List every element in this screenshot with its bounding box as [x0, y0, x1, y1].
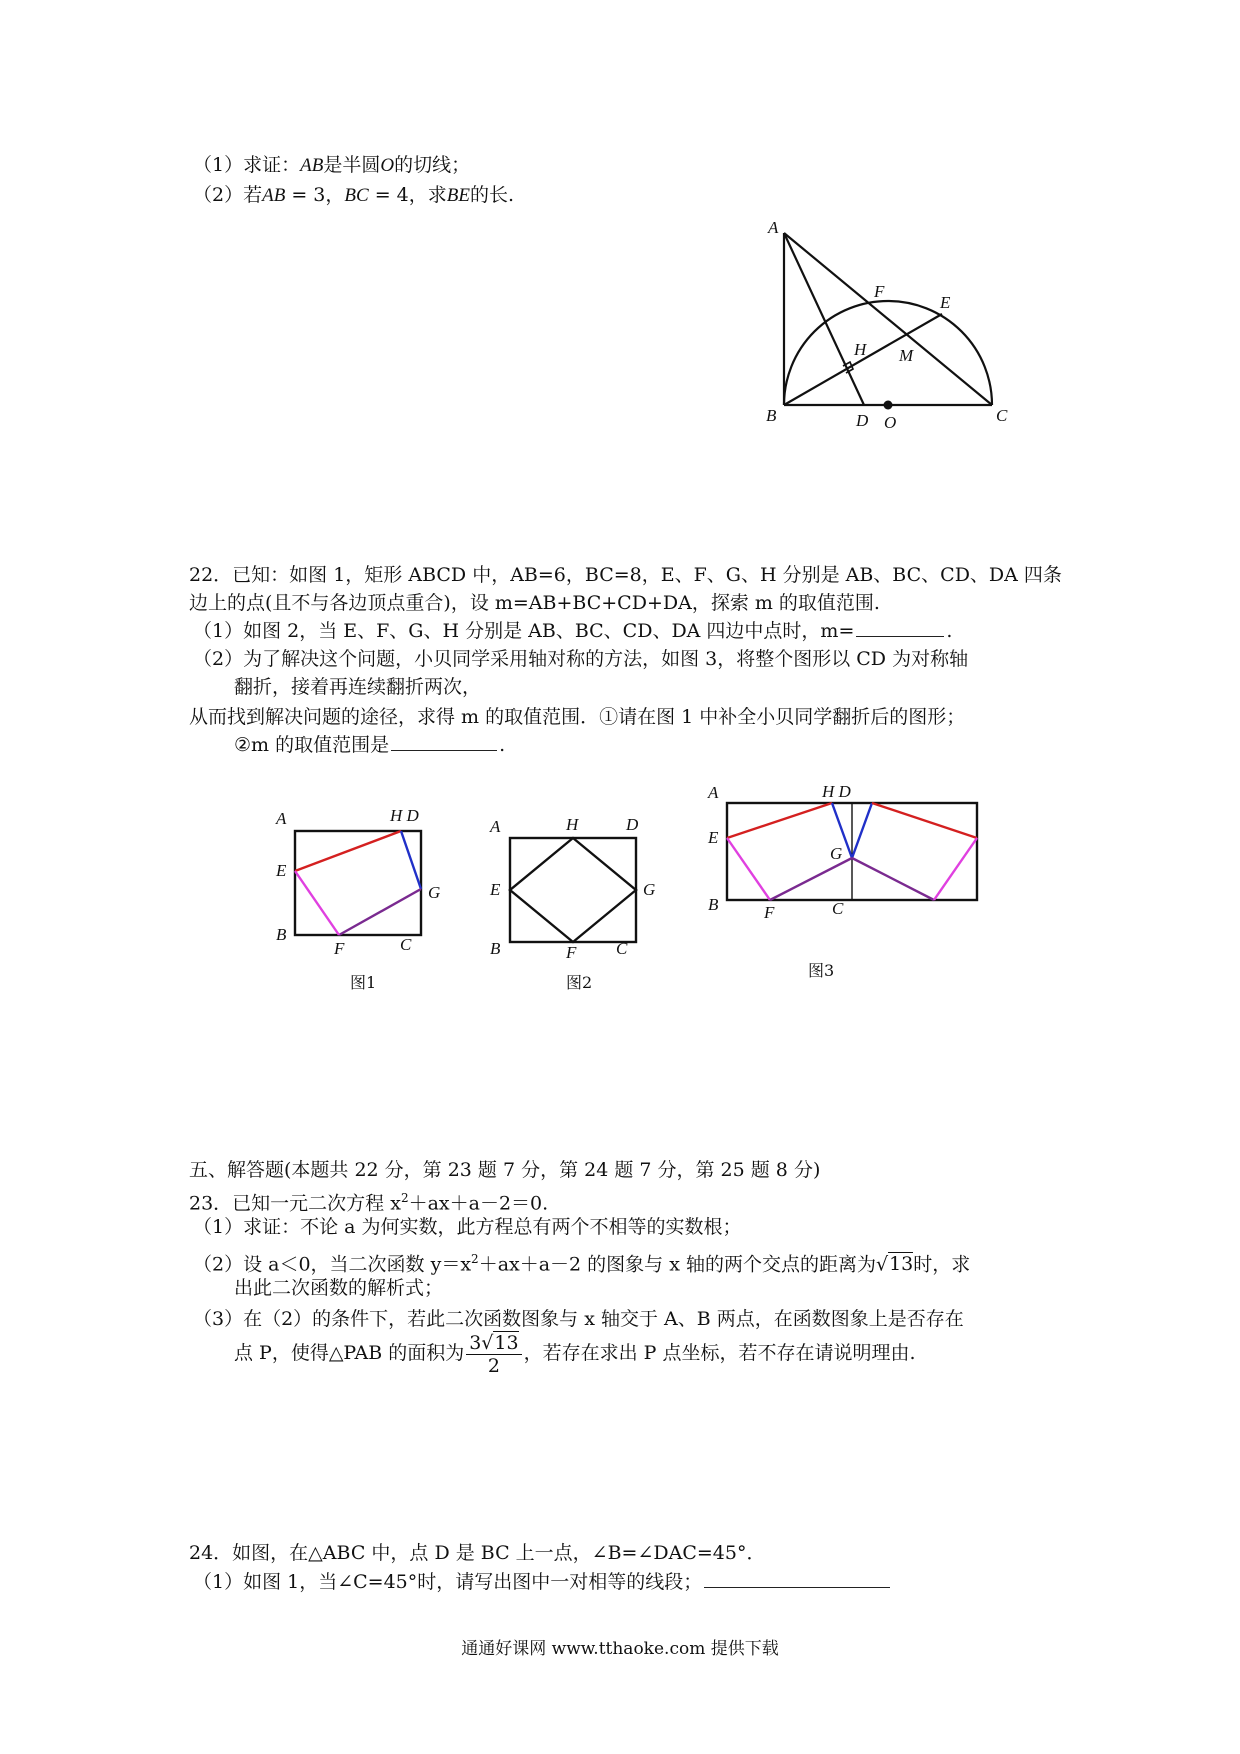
fig2-label-c: C: [616, 939, 628, 958]
fig2-caption: 图2: [566, 973, 593, 992]
fig3-label-e: E: [708, 828, 719, 847]
segment-ac: [784, 233, 992, 405]
answer-blank-m[interactable]: [856, 618, 944, 637]
segment-be: [784, 314, 942, 405]
fig3-label-hd: H D: [822, 782, 851, 801]
fig2-label-g: G: [643, 880, 656, 899]
segment-fe-reflected: [934, 838, 977, 900]
fig3-label-g: G: [830, 844, 843, 863]
center-dot: [884, 401, 893, 410]
fig3-label-c: C: [832, 899, 844, 918]
fig2-label-a: A: [490, 817, 501, 836]
segment-gh-reflected: [852, 803, 872, 858]
segment-eh: [727, 803, 832, 838]
q22-line4: （2）为了解决这个问题，小贝同学采用轴对称的方法，如图 3，将整个图形以 CD 为对称轴: [193, 648, 969, 670]
rectangle-abcd: [510, 838, 636, 942]
q22-figure2: [484, 808, 664, 968]
q21-part2: （2）若AB = 3，BC = 4，求BE的长.: [193, 184, 515, 206]
section5-title: 五、解答题(本题共 22 分，第 23 题 7 分，第 24 题 7 分，第 25 题 8 分): [189, 1159, 821, 1181]
label-d: D: [856, 411, 869, 430]
label-c: C: [996, 406, 1008, 425]
q22-figure3: [700, 776, 990, 936]
q22-line7: ②m 的取值范围是 .: [234, 734, 506, 756]
fig2-label-d: D: [626, 815, 639, 834]
fig1-label-f: F: [334, 939, 345, 958]
label-m: M: [899, 346, 914, 365]
q22-line6: 从而找到解决问题的途径，求得 m 的取值范围．①请在图 1 中补全小贝同学翻折后的图形；: [189, 706, 966, 728]
segment-he-reflected: [872, 803, 977, 838]
fig1-label-hd: H D: [390, 806, 419, 825]
label-o: O: [884, 413, 897, 430]
q23-line2: （1）求证：不论 a 为何实数，此方程总有两个不相等的实数根；: [193, 1216, 742, 1238]
q21-figure: [760, 215, 1020, 430]
segment-fe: [295, 871, 339, 935]
q23-line1: 23．已知一元二次方程 $x^2+ax+a-2=0$.: [189, 1191, 549, 1215]
answer-blank-segments[interactable]: [704, 1569, 890, 1588]
sqrt-13: √13: [875, 1253, 914, 1276]
q23-line5: （3）在（2）的条件下，若此二次函数图象与 x 轴交于 A、B 两点，在函数图象上是否存在: [193, 1308, 964, 1330]
fig1-label-c: C: [400, 935, 412, 954]
q21-part1: （1）求证：AB是半圆O的切线；: [193, 154, 471, 176]
segment-eh: [295, 831, 401, 871]
fig3-label-a: A: [708, 783, 719, 802]
label-f: F: [874, 282, 885, 301]
q22-line5: 翻折，接着再连续翻折两次，: [234, 676, 482, 698]
segment-hg: [401, 831, 421, 889]
q24-line1: 24．如图，在△ABC 中，点 D 是 BC 上一点，∠B=∠DAC=45°．: [189, 1542, 766, 1564]
q22-line2: 边上的点(且不与各边顶点重合)，设 m=AB+BC+CD+DA，探索 m 的取值范围.: [189, 592, 880, 614]
fig2-label-f: F: [566, 943, 577, 962]
label-a: A: [768, 218, 779, 237]
fig1-label-e: E: [276, 861, 287, 880]
fig3-label-f: F: [764, 903, 775, 922]
fig1-caption: 图1: [350, 973, 377, 992]
segment-ad: [784, 233, 864, 405]
fig3-caption: 图3: [808, 961, 835, 980]
label-b: B: [766, 406, 777, 425]
area-fraction: $\frac{3√13}{2}$: [466, 1332, 521, 1377]
semicircle-arc: [784, 301, 992, 405]
fig1-label-g: G: [428, 883, 441, 902]
label-h: H: [854, 340, 867, 359]
fig1-label-b: B: [276, 925, 287, 944]
q22-line3: （1）如图 2，当 E、F、G、H 分别是 AB、BC、CD、DA 四边中点时，m= .: [193, 620, 953, 642]
fig2-label-h: H: [566, 815, 579, 834]
segment-gf: [339, 889, 421, 935]
segment-fg: [770, 858, 852, 900]
label-e: E: [940, 293, 951, 312]
midpoint-rhombus: [510, 838, 636, 942]
fig3-label-b: B: [708, 895, 719, 914]
q23-line4: 出此二次函数的解析式；: [234, 1277, 444, 1299]
q23-line3: （2）设 a＜0，当二次函数 $y=x^2+ax+a-2$ 的图象与 x 轴的两个交点的距离为√13时，求: [193, 1252, 971, 1276]
segment-gf-reflected: [852, 858, 934, 900]
fig2-label-e: E: [490, 880, 501, 899]
page-footer: 通通好课网 www.tthaoke.com 提供下载: [461, 1639, 779, 1659]
fig1-label-a: A: [276, 809, 287, 828]
q22-figure1: [268, 800, 448, 960]
answer-blank-range[interactable]: [391, 732, 497, 751]
q24-line2: （1）如图 1，当∠C=45°时，请写出图中一对相等的线段；: [193, 1569, 892, 1595]
fig2-label-b: B: [490, 939, 501, 958]
q22-line1: 22．已知：如图 1，矩形 ABCD 中，AB=6，BC=8，E、F、G、H 分别是 AB、BC、CD、DA 四条: [189, 564, 1062, 586]
q23-line6: 点 P，使得△PAB 的面积为 $\frac{3√13}{2}$ ，若存在求出 P 点坐标，若不存在请说明理由.: [234, 1331, 916, 1377]
segment-fe: [727, 838, 770, 900]
